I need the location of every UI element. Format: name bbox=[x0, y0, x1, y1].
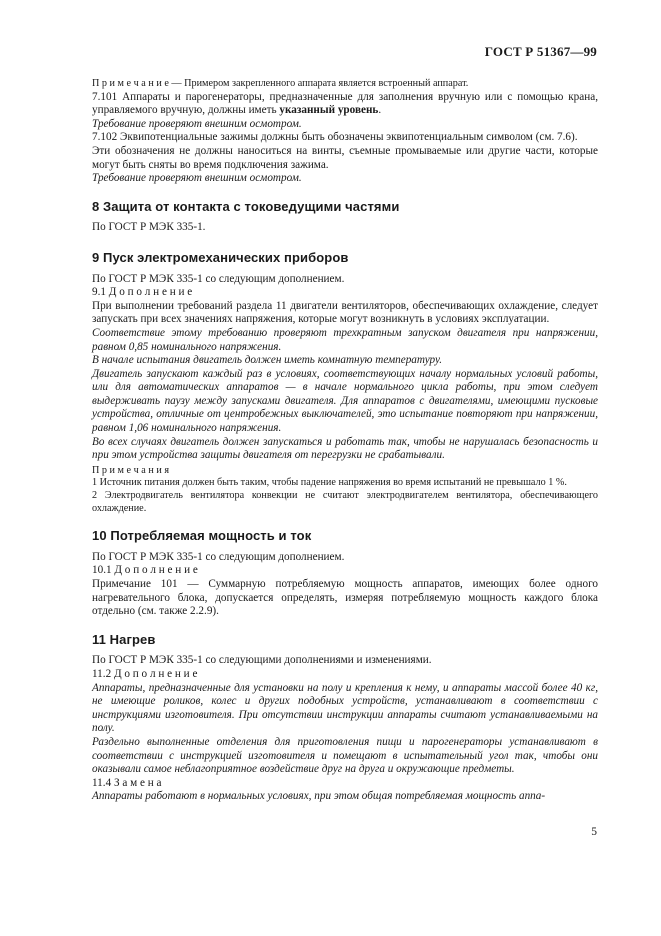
section-heading-11: 11 Нагрев bbox=[92, 631, 156, 647]
clause-11-4: 11.4 З а м е н а bbox=[92, 776, 162, 789]
note-1: 1 Источник питания должен быть таким, чтобы падение напряжения во время испытаний не превышало 1 %. bbox=[92, 477, 567, 489]
notes-heading: П р и м е ч а н и я bbox=[92, 464, 170, 476]
paragraph-italic: Во всех случаях двигатель должен запускаться и работать так, чтобы не нарушалась безопасность и при этом устройства защиты двигателя от перегрузки не срабатывали. bbox=[92, 435, 598, 462]
paragraph: По ГОСТ Р МЭК 335-1 со следующим дополнением. bbox=[92, 272, 345, 285]
paragraph: По ГОСТ Р МЭК 335-1 со следующими дополнениями и изменениями. bbox=[92, 654, 432, 667]
paragraph-7-102: 7.102 Эквипотенциальные зажимы должны быть обозначены эквипотенциальным символом (см. 7.6). bbox=[92, 131, 578, 144]
page-number: 5 bbox=[591, 826, 597, 838]
paragraph: Примечание 101 — Суммарную потребляемую мощность аппаратов, имеющих более одного нагревательного блока, допускается определять, измеряя потребляемую мощность каждого блока отдельно (см. также 2.2.9). bbox=[92, 578, 598, 618]
paragraph: По ГОСТ Р МЭК 335-1 со следующим дополнением. bbox=[92, 550, 345, 563]
clause-10-1: 10.1 Д о п о л н е н и е bbox=[92, 564, 198, 577]
paragraph-italic: В начале испытания двигатель должен иметь комнатную температуру. bbox=[92, 354, 443, 367]
clause-11-2: 11.2 Д о п о л н е н и е bbox=[92, 667, 198, 680]
paragraph: По ГОСТ Р МЭК 335-1. bbox=[92, 221, 206, 234]
paragraph-italic: Аппараты работают в нормальных условиях, при этом общая потребляемая мощность аппа- bbox=[92, 790, 546, 803]
document-header: ГОСТ Р 51367—99 bbox=[484, 44, 597, 59]
paragraph: Эти обозначения не должны наноситься на винты, съемные промываемые или другие части, которые могут быть сняты во время подключения зажима. bbox=[92, 144, 598, 171]
paragraph-7-101: 7.101 Аппараты и парогенераторы, предназначенные для заполнения вручную или с помощью крана, управляемого вручную, должны иметь указанный уровень. bbox=[92, 90, 598, 117]
section-heading-10: 10 Потребляемая мощность и ток bbox=[92, 528, 312, 544]
test-requirement: Требование проверяют внешним осмотром. bbox=[92, 172, 302, 185]
document-body bbox=[92, 78, 598, 804]
paragraph: При выполнении требований раздела 11 двигатели вентиляторов, обеспечивающих охлаждение, следует запускать при всех значениях напряжения, которые могут возникнуть в условиях эксплуатации. bbox=[92, 299, 598, 326]
test-requirement: Требование проверяют внешним осмотром. bbox=[92, 117, 302, 130]
clause-9-1: 9.1 Д о п о л н е н и е bbox=[92, 286, 193, 299]
note-2: 2 Электродвигатель вентилятора конвекции не считают электродвигателем вентилятора, обеспечивающего охлаждение. bbox=[92, 490, 598, 514]
paragraph-italic: Двигатель запускают каждый раз в условиях, соответствующих началу нормальных условий работы, или для автоматических аппаратов — в начале нормального цикла работы, при этом следует выдерживать паузу между запусками двигателя. Для аппаратов с двигателями, имеющими пусковые устройства, отличные от центробежных выключателей, это испытание повторяют при напряжении, равном 1,06 номинального напряжения. bbox=[92, 367, 598, 435]
paragraph-italic: Соответствие этому требованию проверяют трехкратным запуском двигателя при напряжении, равном 0,85 номинального напряжения. bbox=[92, 326, 598, 353]
emphasis-text: указанный уровень bbox=[279, 104, 379, 117]
section-heading-8: 8 Защита от контакта с токоведущими частями bbox=[92, 198, 400, 214]
paragraph-text: 7.101 Аппараты и парогенераторы, предназначенные для заполнения вручную или с помощью крана, управляемого вручную, должны иметь bbox=[92, 90, 598, 117]
section-heading-9: 9 Пуск электромеханических приборов bbox=[92, 249, 349, 265]
paragraph-italic: Раздельно выполненные отделения для приготовления пищи и парогенераторы устанавливают в соответствии с инструкцией изготовителя и помещают в испытательный угол так, чтобы они оказывали самое неблагоприятное воздействие друг на друга и окружающие предметы. bbox=[92, 735, 598, 776]
note: П р и м е ч а н и е — Примером закрепленного аппарата является встроенный аппарат. bbox=[92, 78, 469, 89]
paragraph-italic: Аппараты, предназначенные для установки на полу и крепления к нему, и аппараты массой более 40 кг, не имеющие роликов, колес и других подобных устройств, устанавливают в соответствии с инструкциями изготовителя. При отсутствии инструкции аппараты считают устанавливаемыми на полу. bbox=[92, 681, 598, 735]
